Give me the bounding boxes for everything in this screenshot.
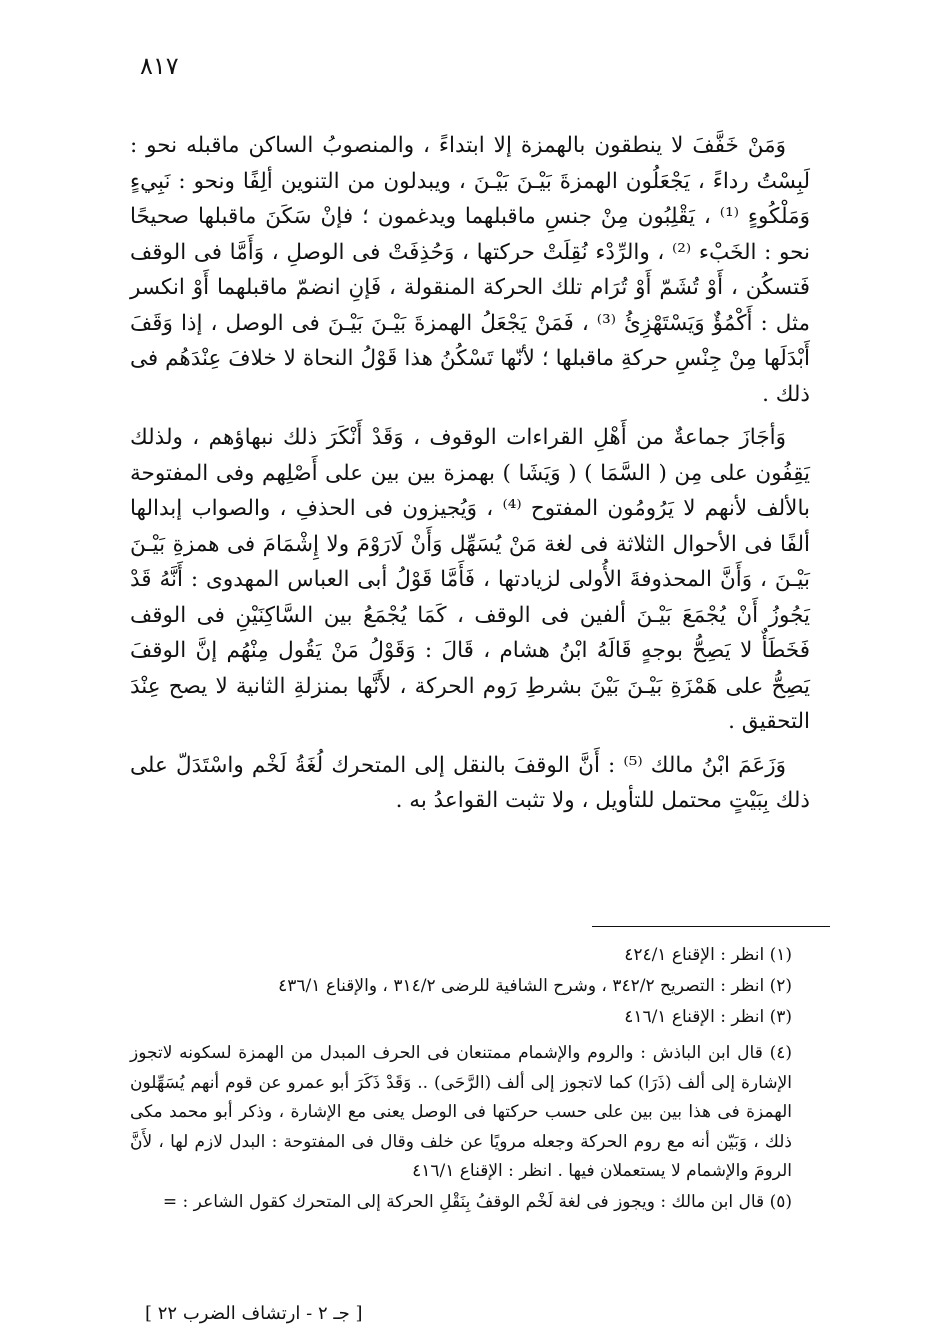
footnote-1: (١) انظر : الإقناع ٤٢٤/١ [624, 945, 792, 965]
paragraph-2: وَأجَازَ جماعةٌ من أَهْلِ القراءات الوقوف ، وَقَدْ أَنْكَرَ ذلك نبهاؤهم ، ولذلك يَقِفُون على مِن ( السَّمَا ) ( وَيَشَا ) بهمزة بين بين على أَصْلِهم وفى المفتوحة بالألف لأنهم لا يَرُومُون المفتوح ⁽⁴⁾ ، وَيُجيزون فى الحذفِ ، والصواب إبدالها ألفًا فى الأحوال الثلاثة فى لغة مَنْ يُسَهِّل وَأَنْ لَارَوْمَ ولا إِشْمَامَ فى همزةِ بَيْـنَ بَيْـنَ ، وَأَنَّ المحذوفةَ الأُولى لزيادتها ، فَأَمَّا قَوْلُ أبى العباس المهدوى : أَنَّهُ قَدْ يَجُوزُ أَنْ يُجْمَعَ بَيْـنَ ألفين فى الوقف ، كَمَا يُجْمَعُ بين السَّاكِنَيْنِ فى الوقف فَخَطَأٌ لا يَصِحُّ بوجهٍ قَالَهُ ابْنُ هشام ، قَالَ : وَقَوْلُ مَنْ يَقُول مِنْهُم إنَّ الوقفَ يَصِحُّ على هَمْزَةِ بَيْـنَ بَيْنَ بشرطِ رَوم الحركة ، لأَنَّها بمنزلةِ الثانية لا يصح عِنْدَ التحقيق . [130, 425, 810, 734]
main-text [130, 128, 810, 819]
page-footer: [ جـ ٢ - ارتشاف الضرب ٢٢ ] [145, 1303, 363, 1324]
footnote-4: (٤) قال ابن الباذش : والروم والإشمام ممتنعان فى الحرف المبدل من الهمزة لسكونه لاتجوز الإشارة إلى ألف (ذَرَا) كما لاتجوز إلى ألف (الرَّحَى) .. وَقَدْ ذَكَرَ أبو عمرو عن قوم أنهم يُسَهِّلون الهمزة فى هذا بين بين على حسب حركتها فى الوصل يعنى مع الإشارة ، وذكر أبو محمد مكى ذلك ، وَبَيّن أنه مع روم الحركة وجعله مرويًا عن خلف وقال فى المفتوحة : البدل لازم لها ، لأَنَّ الرومَ والإشمام لا يستعملان فيها . انظر : الإقناع ٤١٦/١ [130, 1043, 792, 1181]
page-number: ٨١٧ [140, 52, 179, 80]
paragraph-3: وَزَعَمَ ابْنُ مالك ⁽⁵⁾ : أَنَّ الوقفَ بالنقل إلى المتحرك لُغَةُ لَخْم واسْتَدَلّ على ذلك بِبَيْتٍ محتمل للتأويل ، ولا تثبت القواعدُ به . [130, 752, 810, 813]
footnote-divider [592, 926, 830, 927]
paragraph-1: وَمَنْ خَفَّفَ لا ينطقون بالهمزة إلا ابتداءً ، والمنصوبُ الساكن ماقبله نحو : لَبِسْتُ رداءً ، يَجْعَلُون الهمزةَ بَيْـنَ بَيْـنَ ، ويبدلون من التنوين ألِفًا ونحو : نَبِيءٍ وَمَلْكُوءٍ ⁽¹⁾ ، يَقْلِبُون مِنْ جنسِ ماقبلهما ويدغمون ؛ فإنْ سَكَنَ ماقبلها صحيحًا نحو : الخَبْء ⁽²⁾ ، والرِّدْء نُقِلَتْ حركتها ، وَحُذِفَتْ فى الوصلِ ، وَأَمَّا فى الوقف فَتسكُن ، أَوْ تُشَمّ أَوْ تُرَام تلك الحركة المنقولة ، فَإنِ انضمّ ماقبلهما أَوْ انكسر مثل : أَكْمُؤٌ وَيَسْتَهْزِئُ ⁽³⁾ ، فَمَنْ يَجْعَلُ الهمزةَ بَيْـنَ بَيْـنَ فى الوصل ، إذا وَقَفَ أَبْدَلَها مِنْ جِنْسِ حركةِ ماقبلها ؛ لأنّها تَسْكُنُ هذا قَوْلُ النحاة لا خلافَ عِنْدَهُم فى ذلك . [130, 133, 811, 407]
footnote-5: (٥) قال ابن مالك : ويجوز فى لغة لَخْم الوقفُ بِنَقْلِ الحركة إلى المتحرك كقول الشاعر : = [162, 1191, 792, 1212]
footnote-2: (٢) انظر : التصريح ٣٤٢/٢ ، وشرح الشافية للرضى ٣١٤/٢ ، والإقناع ٤٣٦/١ [278, 976, 792, 996]
footnote-3: (٣) انظر : الإقناع ٤١٦/١ [624, 1007, 792, 1027]
footnotes [130, 940, 812, 1218]
